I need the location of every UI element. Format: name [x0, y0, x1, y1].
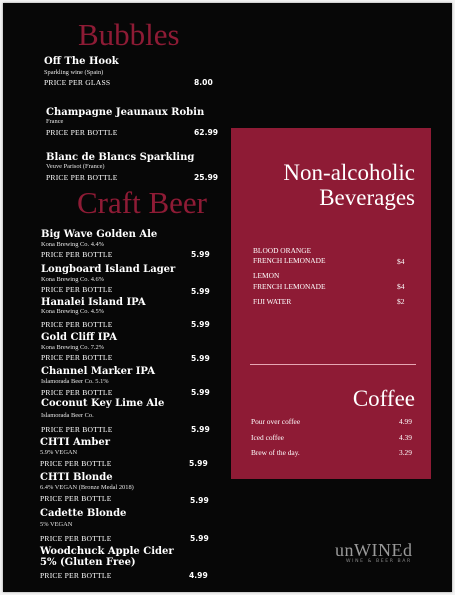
item-description: 6.4% VEGAN (Bronze Medal 2018) — [40, 484, 134, 491]
beverage-blood-orange-price: $4 — [397, 257, 405, 266]
item-name: Off The Hook — [44, 56, 119, 67]
bubbles-title: Bubbles — [78, 17, 180, 52]
item-name: Big Wave Golden Ale — [41, 229, 158, 240]
non-alcoholic-title: Non-alcoholic — [283, 160, 415, 185]
item-name-line2: 5% (Gluten Free) — [40, 557, 136, 568]
item-price: 5.99 — [190, 534, 209, 543]
item-description: Islamorada Beer Co. — [41, 412, 94, 419]
coffee-iced: Iced coffee — [251, 433, 284, 442]
item-price: 5.99 — [191, 425, 210, 434]
beverage-lemon-price: $4 — [397, 282, 405, 291]
item-name: Coconut Key Lime Ale — [41, 398, 165, 409]
item-price-label: PRICE PER BOTTLE — [46, 128, 118, 137]
item-price-label: PRICE PER BOTTLE — [46, 173, 118, 182]
item-description: Islamorada Beer Co. 5.1% — [41, 378, 109, 385]
item-description: France — [46, 118, 64, 125]
item-price-label: PRICE PER BOTTLE — [41, 425, 113, 434]
item-price: 62.99 — [194, 128, 219, 137]
beverage-lemon-line2: FRENCH LEMONADE — [253, 282, 326, 291]
beverage-lemon-line1: LEMON — [253, 271, 280, 280]
non-alcoholic-panel — [231, 128, 431, 479]
item-price-label: PRICE PER BOTTLE — [41, 388, 113, 397]
beverage-fiji-water: FIJI WATER — [253, 297, 292, 306]
item-name: Champagne Jeaunaux Robin — [46, 107, 205, 118]
beverage-blood-orange-line2: FRENCH LEMONADE — [253, 256, 326, 265]
coffee-pour-over-price: 4.99 — [399, 417, 412, 426]
coffee-title: Coffee — [352, 386, 415, 411]
item-price: 5.99 — [191, 250, 210, 259]
logo-wordmark: unWINEd — [335, 540, 413, 560]
item-name: CHTI Amber — [40, 437, 110, 448]
item-description: Kona Brewing Co. 4.6% — [41, 276, 105, 283]
item-price-label: PRICE PER BOTTLE — [40, 534, 112, 543]
item-price-label: PRICE PER BOTTLE — [40, 494, 112, 503]
item-price-label: PRICE PER GLASS — [44, 78, 111, 87]
item-price: 5.99 — [191, 287, 210, 296]
coffee-brew-of-day-price: 3.29 — [399, 448, 412, 457]
coffee-iced-price: 4.39 — [399, 433, 412, 442]
logo-tagline: WINE & BEER BAR — [346, 559, 412, 564]
item-name: Woodchuck Apple Cider — [40, 546, 174, 557]
item-description: 5% VEGAN — [40, 521, 73, 528]
beverage-blood-orange-line1: BLOOD ORANGE — [253, 246, 312, 255]
item-price: 4.99 — [189, 571, 208, 580]
item-name: Cadette Blonde — [40, 508, 127, 519]
item-price: 5.99 — [191, 320, 210, 329]
item-price-label: PRICE PER BOTTLE — [41, 250, 113, 259]
item-description: Veuve Parisot (France) — [46, 163, 105, 170]
item-name: Channel Marker IPA — [41, 366, 155, 377]
beverage-fiji-water-price: $2 — [397, 297, 405, 306]
item-price: 5.99 — [189, 459, 208, 468]
item-price: 5.99 — [191, 388, 210, 397]
item-description: 5.9% VEGAN — [40, 449, 78, 456]
item-price: 5.99 — [190, 496, 209, 505]
menu-page — [3, 3, 452, 592]
coffee-brew-of-day: Brew of the day. — [251, 448, 300, 457]
coffee-pour-over: Pour over coffee — [251, 417, 301, 426]
item-name: Hanalei Island IPA — [41, 297, 146, 308]
item-price: 8.00 — [194, 78, 213, 87]
item-price-label: PRICE PER BOTTLE — [40, 571, 112, 580]
beverages-title: Beverages — [319, 185, 415, 210]
item-price-label: PRICE PER BOTTLE — [41, 285, 113, 294]
item-description: Kona Brewing Co. 7.2% — [41, 344, 105, 351]
panel-divider — [250, 364, 416, 365]
craft-beer-title: Craft Beer — [77, 185, 207, 220]
item-price-label: PRICE PER BOTTLE — [41, 353, 113, 362]
item-description: Sparkling wine (Spain) — [44, 69, 104, 76]
item-name: Longboard Island Lager — [41, 264, 176, 275]
item-price-label: PRICE PER BOTTLE — [40, 459, 112, 468]
item-name: CHTI Blonde — [40, 472, 113, 483]
item-price-label: PRICE PER BOTTLE — [41, 320, 113, 329]
item-price: 25.99 — [194, 173, 219, 182]
item-description: Kona Brewing Co. 4.4% — [41, 241, 105, 248]
item-name: Blanc de Blancs Sparkling — [46, 152, 195, 163]
unwined-logo — [335, 540, 435, 574]
item-price: 5.99 — [191, 354, 210, 363]
item-description: Kona Brewing Co. 4.5% — [41, 308, 105, 315]
item-name: Gold Cliff IPA — [41, 332, 117, 343]
